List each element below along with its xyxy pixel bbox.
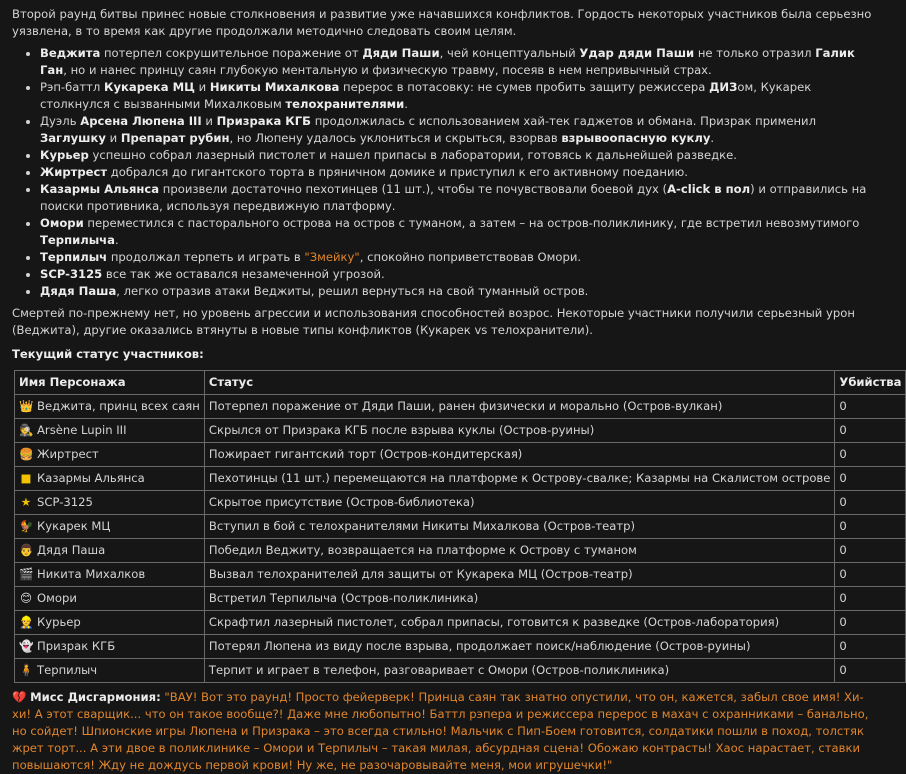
- character-name: Призрак КГБ: [37, 639, 116, 653]
- event-item: • Дуэль Арсена Люпена III и Призрака КГБ продолжилась с использованием хай-тек гаджетов и обмана. Призрак применил Заглушку и Препарат рубин, но Люпену удалось уклониться и скрыться, взорвав взрывоопасную куклу.: [40, 113, 875, 147]
- event-item: • Омори переместился с пасторального острова на остров с туманом, а затем – на остров-поликлинику, где встретил невозмутимого Терпилыча.: [40, 215, 875, 249]
- kills-cell: 0: [835, 443, 906, 467]
- event-item: • Терпилыч продолжал терпеть и играть в "Змейку", спокойно поприветствовав Омори.: [40, 249, 875, 266]
- header-kills: Убийства: [835, 371, 906, 395]
- table-row: [15, 659, 906, 683]
- table-row: [15, 587, 906, 611]
- broken-heart-icon: 💔: [12, 690, 27, 704]
- courier-icon: 👷: [19, 615, 34, 629]
- table-row: [15, 563, 906, 587]
- status-cell: Пехотинцы (11 шт.) перемещаются на платформе к Острову-свалке; Казармы на Скалистом острове: [204, 467, 835, 491]
- table-row: [15, 539, 906, 563]
- status-cell: Скрылся от Призрака КГБ после взрыва куклы (Остров-руины): [204, 419, 835, 443]
- character-name: Кукарек МЦ: [37, 519, 111, 533]
- character-name-cell: [15, 395, 205, 419]
- rooster-icon: 🐓: [19, 519, 34, 533]
- kills-cell: 0: [835, 467, 906, 491]
- person-icon: 🧍: [19, 663, 34, 677]
- status-cell: Пожирает гигантский торт (Остров-кондитерская): [204, 443, 835, 467]
- events-list: [12, 45, 875, 300]
- character-name-cell: [15, 491, 205, 515]
- smile-icon: 😊: [19, 591, 33, 605]
- kills-cell: 0: [835, 587, 906, 611]
- character-name-cell: [15, 659, 205, 683]
- character-name-cell: [15, 515, 205, 539]
- header-status: Статус: [204, 371, 835, 395]
- header-name: Имя Персонажа: [15, 371, 205, 395]
- character-name: Никита Михалков: [37, 567, 146, 581]
- commentator-message: [12, 689, 875, 774]
- character-name-cell: [15, 611, 205, 635]
- kills-cell: 0: [835, 659, 906, 683]
- character-name-cell: [15, 635, 205, 659]
- table-row: [15, 491, 906, 515]
- table-row: [15, 611, 906, 635]
- star-icon: ★: [20, 495, 32, 509]
- status-cell: Победил Веджиту, возвращается на платформе к Острову с туманом: [204, 539, 835, 563]
- table-row: [15, 395, 906, 419]
- kills-cell: 0: [835, 563, 906, 587]
- status-cell: Скрафтил лазерный пистолет, собрал припасы, готовится к разведке (Остров-лаборатория): [204, 611, 835, 635]
- table-row: [15, 419, 906, 443]
- status-cell: Вступил в бой с телохранителями Никиты Михалкова (Остров-театр): [204, 515, 835, 539]
- kills-cell: 0: [835, 419, 906, 443]
- table-row: [15, 515, 906, 539]
- character-name-cell: [15, 587, 205, 611]
- status-table: [14, 370, 906, 683]
- table-header-row: [15, 371, 906, 395]
- kills-cell: 0: [835, 611, 906, 635]
- table-row: [15, 467, 906, 491]
- burger-icon: 🍔: [19, 447, 34, 461]
- intro-paragraph: Второй раунд битвы принес новые столкновения и развитие уже начавшихся конфликтов. Гордость некоторых участников была серьезно уязвлена, в то время как другие продолжали методично следовать своим целям.: [12, 7, 872, 38]
- character-name: Курьер: [37, 615, 81, 629]
- character-name: Веджита, принц всех саян: [37, 399, 200, 413]
- yellow-square-icon: ■: [20, 471, 32, 485]
- commentator-name: Мисс Дисгармония:: [30, 690, 161, 704]
- status-cell: Встретил Терпилыча (Остров-поликлиника): [204, 587, 835, 611]
- summary-paragraph: Смертей по-прежнему нет, но уровень агрессии и использования способностей возрос. Некоторые участники получили серьезный урон (Веджита), другие оказались втянуты в новые типы конфликтов (Кукарек vs телохранители).: [12, 306, 855, 337]
- kills-cell: 0: [835, 395, 906, 419]
- event-item: • Казармы Альянса произвели достаточно пехотинцев (11 шт.), чтобы те почувствовали боевой дух (A-click в пол) и отправились на поиски противника, используя передвижную платформу.: [40, 181, 875, 215]
- character-name-cell: [15, 563, 205, 587]
- status-cell: Потерял Люпена из виду после взрыва, продолжает поиск/наблюдение (Остров-руины): [204, 635, 835, 659]
- character-name: Омори: [37, 591, 77, 605]
- event-item: • Веджита потерпел сокрушительное поражение от Дяди Паши, чей концептуальный Удар дяди Паши не только отразил Галик Ган, но и нанес принцу саян глубокую ментальную и физическую травму, посеяв в нем непривычный страх.: [40, 45, 875, 79]
- table-row: [15, 443, 906, 467]
- event-item: • Курьер успешно собрал лазерный пистолет и нашел припасы в лаборатории, готовясь к дальнейшей разведке.: [40, 147, 875, 164]
- kills-cell: 0: [835, 635, 906, 659]
- commentator-text: "ВАУ! Вот это раунд! Просто фейерверк! Принца саян так знатно опустили, что он, кажется, забыл свое имя! Хи-хи! А этот сварщик... что он такое вообще?! Даже мне любопытно! Баттл рэпера и режиссера перерос в махач с охранниками – банально, но сойдет! Шпионские игры Люпена и Призрака – это всегда стильно! Мальчик с Пип-Боем готовится, солдатики пошли в поход, толстяк жрет торт... А эти двое в поликлинике – Омори и Терпилыч – такая милая, абсурдная сцена! Обожаю контрасты! Хаос нарастает, ставки повышаются! Жду не дождусь первой крови! Ну же, не разочаровывайте меня, мои игрушечки!": [12, 690, 869, 772]
- character-name: Дядя Паша: [37, 543, 106, 557]
- status-cell: Скрытое присутствие (Остров-библиотека): [204, 491, 835, 515]
- kills-cell: 0: [835, 539, 906, 563]
- character-name: Терпилыч: [37, 663, 98, 677]
- event-item: • Рэп-баттл Кукарека МЦ и Никиты Михалкова перерос в потасовку: не сумев пробить защиту режиссера ДИЗом, Кукарек столкнулся с вызванными Михалковым телохранителями.: [40, 79, 875, 113]
- event-item: • SCP-3125 все так же оставался незамеченной угрозой.: [40, 266, 875, 283]
- crown-icon: 👑: [19, 399, 34, 413]
- ghost-icon: 👻: [19, 639, 34, 653]
- kills-cell: 0: [835, 491, 906, 515]
- status-heading: Текущий статус участников:: [12, 347, 204, 361]
- detective-icon: 🕵: [19, 423, 34, 437]
- status-cell: Вызвал телохранителей для защиты от Кукарека МЦ (Остров-театр): [204, 563, 835, 587]
- character-name: Жиртрест: [37, 447, 99, 461]
- character-name: SCP-3125: [37, 495, 93, 509]
- status-cell: Потерпел поражение от Дяди Паши, ранен физически и морально (Остров-вулкан): [204, 395, 835, 419]
- event-item: • Жиртрест добрался до гигантского торта в пряничном домике и приступил к его активному поеданию.: [40, 164, 875, 181]
- character-name-cell: [15, 443, 205, 467]
- kills-cell: 0: [835, 515, 906, 539]
- character-name-cell: [15, 467, 205, 491]
- table-row: [15, 635, 906, 659]
- clapper-icon: 🎬: [19, 567, 34, 581]
- character-name-cell: [15, 539, 205, 563]
- character-name: Казармы Альянса: [37, 471, 145, 485]
- status-cell: Терпит и играет в телефон, разговаривает с Омори (Остров-поликлиника): [204, 659, 835, 683]
- event-item: • Дядя Паша, легко отразив атаки Веджиты, решил вернуться на свой туманный остров.: [40, 283, 875, 300]
- character-name-cell: [15, 419, 205, 443]
- character-name: Arsène Lupin III: [37, 423, 127, 437]
- man-icon: 👨: [19, 543, 34, 557]
